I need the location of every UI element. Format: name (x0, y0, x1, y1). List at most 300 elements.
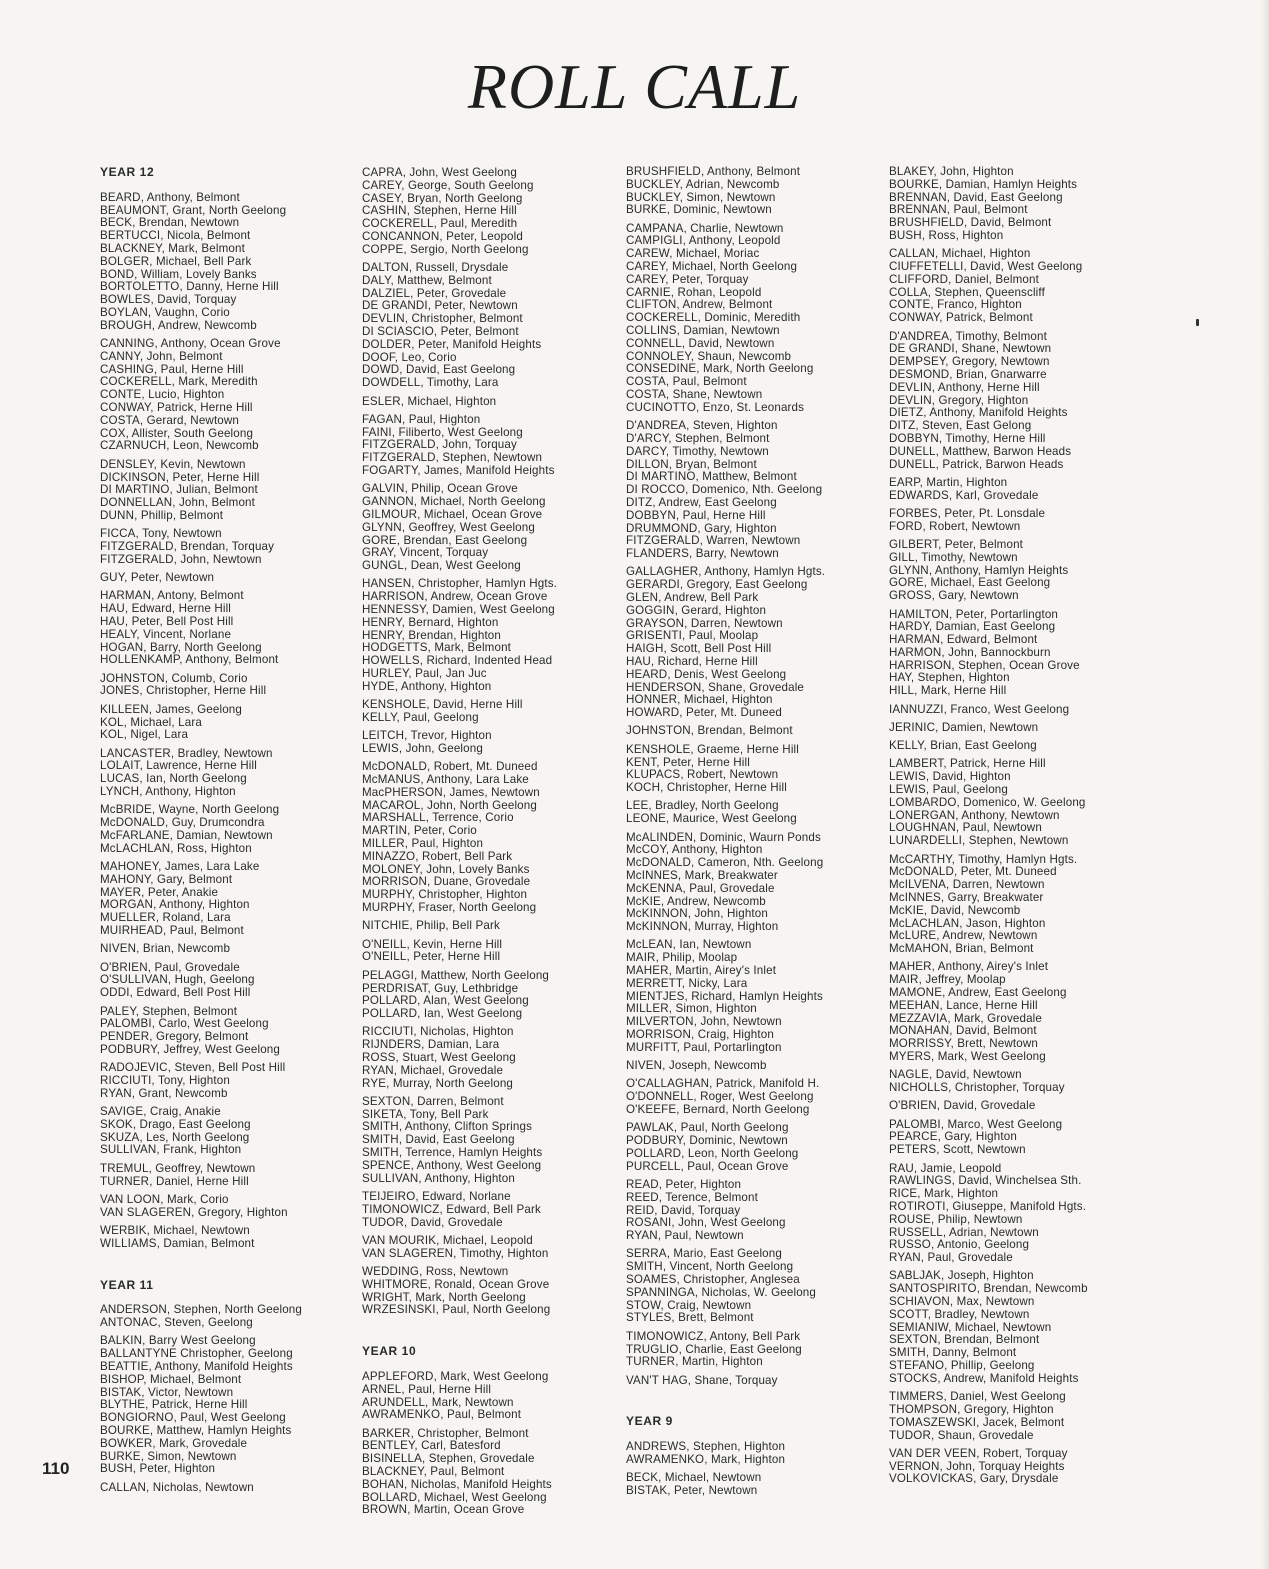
student-entry: DOBBYN, Timothy, Herne Hill (889, 431, 1046, 445)
student-entry: DESMOND, Brian, Gnarwarre (889, 367, 1047, 381)
student-entry: McLACHLAN, Jason, Highton (889, 916, 1046, 930)
student-entry: HOWARD, Peter, Mt. Duneed (626, 706, 783, 720)
student-entry: HENRY, Bernard, Highton (362, 615, 499, 629)
student-entry: RICCIUTI, Tony, Highton (100, 1074, 230, 1087)
student-entry: MACAROL, John, North Geelong (362, 798, 537, 812)
student-entry: BISINELLA, Stephen, Grovedale (362, 1452, 535, 1466)
page-title: ROLL CALL (467, 51, 802, 122)
student-entry: HAU, Edward, Herne Hill (100, 602, 232, 616)
student-entry: DONNELLAN, John, Belmont (100, 496, 256, 510)
student-entry: McDONALD, Robert, Mt. Duneed (362, 760, 538, 774)
student-entry: CASEY, Bryan, North Geelong (362, 191, 523, 205)
student-entry: McILVENA, Darren, Newtown (889, 878, 1045, 892)
student-entry: MURPHY, Fraser, North Geelong (362, 901, 537, 915)
student-entry: TIMONOWICZ, Edward, Bell Park (362, 1202, 541, 1216)
student-entry: DEMPSEY, Gregory, Newtown (889, 355, 1050, 369)
student-entry: RYE, Murray, North Geelong (362, 1076, 514, 1090)
page-edge-shadow (1261, 0, 1269, 1569)
student-entry: POLLARD, Alan, West Geelong (362, 994, 529, 1008)
student-entry: ANDREWS, Stephen, Highton (626, 1440, 786, 1454)
student-entry: LANCASTER, Bradley, Newtown (100, 746, 273, 760)
student-entry: DUNELL, Patrick, Barwon Heads (889, 457, 1064, 471)
student-entry: McINNES, Garry, Breakwater (889, 890, 1044, 904)
student-entry: DITZ, Steven, East Gelong (889, 419, 1032, 433)
student-entry: STOCKS, Andrew, Manifold Heights (889, 1371, 1079, 1385)
student-entry: BLACKNEY, Paul, Belmont (362, 1465, 505, 1479)
student-entry: PODBURY, Jeffrey, West Geelong (100, 1042, 280, 1056)
student-entry: McDONALD, Peter, Mt. Duneed (889, 865, 1057, 879)
student-entry: HOGAN, Barry, North Geelong (100, 640, 262, 654)
student-entry: STEFANO, Phillip, Geelong (889, 1359, 1035, 1373)
student-entry: JERINIC, Damien, Newtown (889, 720, 1039, 734)
student-entry: COCKERELL, Mark, Meredith (100, 375, 258, 389)
student-entry: McDONALD, Guy, Drumcondra (100, 816, 265, 830)
student-entry: O'NEILL, Kevin, Herne Hill (362, 937, 503, 951)
student-entry: BUCKLEY, Simon, Newtown (626, 190, 776, 204)
student-entry: SMITH, Vincent, North Geelong (626, 1260, 794, 1274)
student-entry: STYLES, Brett, Belmont (626, 1311, 754, 1325)
student-entry: EARP, Martin, Highton (889, 475, 1008, 489)
student-entry: DALY, Matthew, Belmont (362, 273, 492, 287)
student-entry: COLLA, Stephen, Queenscliff (889, 285, 1045, 299)
student-entry: TUDOR, Shaun, Grovedale (889, 1428, 1034, 1442)
student-entry: STOW, Craig, Newtown (626, 1298, 752, 1312)
student-entry: IANNUZZI, Franco, West Geelong (889, 702, 1070, 716)
student-entry: D'ANDREA, Timothy, Belmont (889, 329, 1047, 343)
student-entry: GRAYSON, Darren, Newtown (626, 616, 783, 630)
student-entry: COSTA, Gerard, Newtown (100, 413, 240, 427)
student-entry: ROTIROTI, Giuseppe, Manifold Hgts. (889, 1199, 1087, 1213)
student-entry: NICHOLLS, Christopher, Torquay (889, 1081, 1065, 1095)
student-entry: BUCKLEY, Adrian, Newcomb (626, 177, 780, 191)
student-entry: PENDER, Gregory, Belmont (100, 1030, 249, 1044)
student-entry: GRAY, Vincent, Torquay (362, 546, 489, 560)
student-entry: COPPE, Sergio, North Geelong (362, 242, 529, 256)
student-entry: CIUFFETELLI, David, West Geelong (889, 260, 1083, 274)
student-entry: BUSH, Peter, Highton (100, 1462, 216, 1476)
student-entry: CAMPANA, Charlie, Newtown (626, 221, 784, 235)
student-entry: MONAHAN, David, Belmont (889, 1024, 1037, 1038)
student-entry: BRENNAN, Paul, Belmont (889, 203, 1028, 217)
student-entry: GILMOUR, Michael, Ocean Grove (362, 507, 543, 521)
student-entry: ANDERSON, Stephen, North Geelong (100, 1303, 302, 1317)
student-entry: ODDI, Edward, Bell Post Hill (100, 986, 251, 1000)
student-entry: McLACHLAN, Ross, Highton (100, 841, 252, 855)
student-entry: KENT, Peter, Herne Hill (626, 755, 750, 769)
student-entry: McINNES, Mark, Breakwater (626, 868, 778, 882)
student-entry: HAY, Stephen, Highton (889, 671, 1010, 685)
student-entry: CAREY, George, South Geelong (362, 178, 534, 192)
student-entry: READ, Peter, Highton (626, 1177, 742, 1191)
student-entry: DI ROCCO, Domenico, Nth. Geelong (626, 483, 823, 497)
student-entry: HAU, Richard, Herne Hill (626, 654, 758, 668)
student-entry: BARKER, Christopher, Belmont (362, 1426, 529, 1440)
student-entry: MIENTJES, Richard, Hamlyn Heights (626, 989, 823, 1003)
student-entry: DITZ, Andrew, East Geelong (626, 495, 777, 509)
student-entry: CAMPIGLI, Anthony, Leopold (626, 234, 781, 248)
student-entry: LEWIS, Paul, Geelong (889, 783, 1008, 797)
student-entry: SULLIVAN, Frank, Highton (100, 1143, 242, 1157)
student-entry: VOLKOVICKAS, Gary, Drysdale (889, 1472, 1059, 1486)
student-entry: SMITH, Terrence, Hamlyn Heights (362, 1146, 543, 1160)
student-entry: McALINDEN, Dominic, Waurn Ponds (626, 830, 821, 844)
student-entry: DEVLIN, Christopher, Belmont (362, 312, 523, 326)
student-entry: MAHONEY, James, Lara Lake (100, 860, 260, 874)
student-entry: AWRAMENKO, Paul, Belmont (362, 1408, 522, 1422)
student-entry: CASHIN, Stephen, Herne Hill (362, 204, 517, 218)
student-entry: CARNIE, Rohan, Leopold (626, 285, 762, 299)
student-entry: DALZIEL, Peter, Grovedale (362, 286, 507, 300)
student-entry: O'SULLIVAN, Hugh, Geelong (100, 973, 255, 987)
student-entry: LOMBARDO, Domenico, W. Geelong (889, 795, 1086, 809)
student-entry: MORGAN, Anthony, Highton (100, 898, 250, 912)
student-entry: DUNELL, Matthew, Barwon Heads (889, 444, 1072, 458)
student-entry: HARMAN, Antony, Belmont (100, 589, 244, 603)
student-entry: GRISENTI, Paul, Moolap (626, 629, 759, 643)
student-entry: KENSHOLE, David, Herne Hill (362, 698, 523, 712)
student-entry: BENTLEY, Carl, Batesford (362, 1439, 501, 1453)
student-entry: CONCANNON, Peter, Leopold (362, 229, 523, 243)
student-entry: HAU, Peter, Bell Post Hill (100, 615, 234, 628)
student-entry: CONSEDINE, Mark, North Geelong (626, 362, 814, 376)
student-entry: ROUSE, Philip, Newtown (889, 1212, 1023, 1226)
student-entry: FORBES, Peter, Pt. Lonsdale (889, 506, 1046, 520)
student-entry: TOMASZEWSKI, Jacek, Belmont (889, 1415, 1065, 1429)
student-entry: GLEN, Andrew, Bell Park (626, 591, 759, 604)
student-entry: MINAZZO, Robert, Bell Park (362, 849, 513, 863)
student-entry: CONTE, Lucio, Highton (100, 388, 225, 402)
student-entry: MARSHALL, Terrence, Corio (362, 811, 514, 825)
student-entry: BISTAK, Victor, Newtown (100, 1385, 234, 1399)
student-entry: NITCHIE, Philip, Bell Park (362, 919, 500, 933)
student-entry: MORRISON, Duane, Grovedale (362, 875, 531, 889)
student-entry: KOCH, Christopher, Herne Hill (626, 781, 787, 795)
student-entry: SMITH, Anthony, Clifton Springs (362, 1120, 533, 1134)
student-entry: MURFITT, Paul, Portarlington (626, 1040, 782, 1054)
student-entry: ROSS, Stuart, West Geelong (362, 1051, 516, 1064)
student-entry: TURNER, Martin, Highton (626, 1355, 763, 1369)
student-entry: CAREW, Michael, Moriac (626, 247, 760, 261)
student-entry: CALLAN, Nicholas, Newtown (100, 1480, 254, 1494)
student-entry: HARMAN, Edward, Belmont (889, 633, 1038, 647)
student-entry: BEAUMONT, Grant, North Geelong (100, 203, 287, 217)
student-entry: RYAN, Paul, Newtown (626, 1229, 744, 1243)
student-entry: DE GRANDI, Peter, Newtown (362, 299, 518, 313)
student-entry: RIJNDERS, Damian, Lara (362, 1038, 500, 1052)
student-entry: CZARNUCH, Leon, Newcomb (100, 439, 259, 453)
student-entry: LAMBERT, Patrick, Herne Hill (889, 757, 1046, 771)
student-entry: JONES, Christopher, Herne Hill (100, 684, 267, 698)
student-entry: KELLY, Paul, Geelong (362, 710, 479, 724)
student-entry: TEIJEIRO, Edward, Norlane (362, 1189, 511, 1203)
student-entry: BERTUCCI, Nicola, Belmont (100, 229, 251, 243)
student-entry: COX, Allister, South Geelong (100, 426, 254, 440)
student-entry: COCKERELL, Dominic, Meredith (626, 311, 801, 325)
student-entry: MORRISSY, Brett, Newtown (889, 1037, 1038, 1051)
student-entry: COLLINS, Damian, Newtown (626, 324, 780, 338)
student-entry: BECK, Brendan, Newtown (100, 216, 240, 230)
student-entry: SIKETA, Tony, Bell Park (362, 1107, 489, 1121)
student-entry: MacPHERSON, James, Newtown (362, 785, 540, 799)
student-entry: SEMIANIW, Michael, Newtown (889, 1320, 1052, 1334)
student-entry: HOLLENKAMP, Anthony, Belmont (100, 653, 279, 667)
student-entry: SANTOSPIRITO, Brendan, Newcomb (889, 1282, 1088, 1296)
student-entry: O'NEILL, Peter, Herne Hill (362, 950, 501, 964)
student-entry: BOWKER, Mark, Grovedale (100, 1436, 248, 1450)
student-entry: PALOMBI, Carlo, West Geelong (100, 1017, 269, 1031)
student-entry: GROSS, Gary, Newtown (889, 589, 1019, 603)
student-entry: VAN LOON, Mark, Corio (100, 1192, 229, 1206)
student-entry: BOURKE, Damian, Hamlyn Heights (889, 177, 1078, 191)
student-entry: McBRIDE, Wayne, North Geelong (100, 803, 280, 817)
student-entry: SPENCE, Anthony, West Geelong (362, 1158, 542, 1172)
student-entry: CAREY, Michael, North Geelong (626, 260, 798, 274)
student-entry: MERRETT, Nicky, Lara (626, 976, 748, 990)
student-entry: APPLEFORD, Mark, West Geelong (362, 1369, 549, 1383)
student-entry: PETERS, Scott, Newtown (889, 1143, 1026, 1157)
student-entry: HENDERSON, Shane, Grovedale (626, 680, 805, 694)
student-entry: LEWIS, David, Highton (889, 770, 1011, 784)
student-entry: GALLAGHER, Anthony, Hamlyn Hgts. (626, 565, 826, 579)
student-entry: GORE, Michael, East Geelong (889, 576, 1051, 590)
student-entry: MOLONEY, John, Lovely Banks (362, 862, 530, 876)
year-heading: YEAR 12 (100, 165, 155, 179)
student-entry: CANNING, Anthony, Ocean Grove (100, 337, 281, 351)
student-entry: MYERS, Mark, West Geelong (889, 1050, 1046, 1063)
student-entry: FITZGERALD, Stephen, Newtown (362, 451, 543, 465)
student-entry: ESLER, Michael, Highton (362, 394, 497, 408)
student-entry: HENNESSY, Damien, West Geelong (362, 603, 555, 616)
student-entry: TRUGLIO, Charlie, East Geelong (626, 1342, 802, 1356)
student-entry: VAN SLAGEREN, Timothy, Highton (362, 1246, 549, 1260)
student-entry: BEARD, Anthony, Belmont (100, 190, 240, 204)
roll-column-3 (626, 166, 888, 1498)
student-entry: FAGAN, Paul, Highton (362, 412, 481, 426)
student-entry: DE GRANDI, Shane, Newtown (889, 342, 1052, 356)
student-entry: HARDY, Damian, East Geelong (889, 620, 1056, 634)
student-entry: BISHOP, Michael, Belmont (100, 1372, 242, 1386)
student-entry: RADOJEVIC, Steven, Bell Post Hill (100, 1061, 286, 1075)
student-entry: RYAN, Michael, Grovedale (362, 1063, 504, 1077)
student-entry: GILBERT, Peter, Belmont (889, 538, 1024, 552)
student-entry: O'BRIEN, David, Grovedale (889, 1099, 1036, 1113)
student-entry: KENSHOLE, Graeme, Herne Hill (626, 742, 800, 756)
student-entry: DOOF, Leo, Corio (362, 350, 457, 364)
student-entry: CLIFTON, Andrew, Belmont (626, 298, 773, 312)
student-entry: DUNN, Phillip, Belmont (100, 508, 224, 522)
student-entry: DI MARTINO, Matthew, Belmont (626, 470, 797, 484)
student-entry: BORTOLETTO, Danny, Herne Hill (100, 280, 279, 294)
student-entry: HYDE, Anthony, Highton (362, 679, 492, 693)
student-entry: TURNER, Daniel, Herne Hill (100, 1174, 249, 1188)
student-entry: WILLIAMS, Damian, Belmont (100, 1236, 255, 1250)
student-entry: COSTA, Shane, Newtown (626, 388, 763, 402)
student-entry: BLAKEY, John, Highton (889, 165, 1014, 178)
student-entry: GUNGL, Dean, West Geelong (362, 559, 521, 573)
year-heading: YEAR 10 (362, 1344, 417, 1359)
student-entry: PEARCE, Gary, Highton (889, 1130, 1017, 1144)
student-entry: SEXTON, Brendan, Belmont (889, 1333, 1040, 1347)
student-entry: ARUNDELL, Mark, Newtown (362, 1395, 514, 1409)
student-entry: KOL, Michael, Lara (100, 715, 202, 729)
student-entry: DOWDELL, Timothy, Lara (362, 376, 499, 390)
student-entry: MAHER, Martin, Airey's Inlet (626, 964, 777, 978)
student-entry: MARTIN, Peter, Corio (362, 824, 477, 838)
student-entry: DOLDER, Peter, Manifold Heights (362, 337, 542, 351)
student-entry: SKOK, Drago, East Geelong (100, 1117, 251, 1131)
student-entry: BONGIORNO, Paul, West Geelong (100, 1411, 286, 1425)
student-entry: MEZZAVIA, Mark, Grovedale (889, 1011, 1043, 1025)
student-entry: GERARDI, Gregory, East Geelong (626, 578, 808, 592)
student-entry: REID, David, Torquay (626, 1203, 741, 1217)
student-entry: O'CALLAGHAN, Patrick, Manifold H. (626, 1077, 820, 1091)
student-entry: PAWLAK, Paul, North Geelong (626, 1121, 789, 1135)
student-entry: GOGGIN, Gerard, Highton (626, 603, 767, 617)
student-entry: LEITCH, Trevor, Highton (362, 729, 492, 743)
student-entry: BROUGH, Andrew, Newcomb (100, 318, 257, 332)
student-entry: RICE, Mark, Highton (889, 1187, 999, 1201)
student-entry: CONWAY, Patrick, Belmont (889, 311, 1033, 325)
roll-column-2 (362, 167, 624, 1517)
student-entry: CASHING, Paul, Herne Hill (100, 362, 244, 376)
student-entry: McKINNON, Murray, Highton (626, 920, 779, 934)
student-entry: WERBIK, Michael, Newtown (100, 1223, 250, 1237)
student-entry: VAN'T HAG, Shane, Torquay (626, 1373, 778, 1387)
student-entry: GILL, Timothy, Newtown (889, 550, 1018, 564)
student-entry: PALEY, Stephen, Belmont (100, 1004, 238, 1018)
student-entry: CALLAN, Michael, Highton (889, 247, 1031, 261)
student-entry: FITZGERALD, John, Newtown (100, 552, 262, 566)
student-entry: DIETZ, Anthony, Manifold Heights (889, 406, 1068, 420)
student-entry: ROSANI, John, West Geelong (626, 1216, 786, 1230)
student-entry: PURCELL, Paul, Ocean Grove (626, 1159, 789, 1173)
student-entry: McCOY, Anthony, Highton (626, 843, 763, 857)
student-entry: VAN DER VEEN, Robert, Torquay (889, 1446, 1068, 1460)
student-entry: PODBURY, Dominic, Newtown (626, 1134, 788, 1148)
student-entry: DALTON, Russell, Drysdale (362, 261, 509, 275)
student-entry: HODGETTS, Mark, Belmont (362, 641, 512, 655)
student-entry: LYNCH, Anthony, Highton (100, 785, 236, 799)
student-entry: RUSSO, Antonio, Geelong (889, 1238, 1030, 1252)
student-entry: McKENNA, Paul, Grovedale (626, 881, 775, 895)
student-entry: COSTA, Paul, Belmont (626, 375, 747, 389)
student-entry: BRUSHFIELD, Anthony, Belmont (626, 165, 801, 178)
student-entry: SMITH, David, East Geelong (362, 1133, 515, 1147)
student-entry: LEWIS, John, Geelong (362, 741, 483, 755)
student-entry: CONNOLEY, Shaun, Newcomb (626, 349, 792, 363)
student-entry: FORD, Robert, Newtown (889, 519, 1021, 533)
student-entry: SCHIAVON, Max, Newtown (889, 1295, 1035, 1309)
student-entry: LOLAIT, Lawrence, Herne Hill (100, 759, 257, 773)
student-entry: SOAMES, Christopher, Anglesea (626, 1273, 800, 1287)
student-entry: SKUZA, Les, North Geelong (100, 1130, 250, 1144)
student-entry: DEVLIN, Anthony, Herne Hill (889, 380, 1040, 394)
student-entry: HURLEY, Paul, Jan Juc (362, 666, 487, 680)
roll-column-1 (100, 166, 362, 1495)
student-entry: MORRISON, Craig, Highton (626, 1028, 774, 1041)
student-entry: WRIGHT, Mark, North Geelong (362, 1290, 526, 1304)
student-entry: SERRA, Mario, East Geelong (626, 1247, 782, 1261)
student-entry: DI SCIASCIO, Peter, Belmont (362, 325, 519, 339)
student-entry: KILLEEN, James, Geelong (100, 702, 243, 716)
student-entry: MAYER, Peter, Anakie (100, 885, 219, 899)
student-entry: FAINI, Filiberto, West Geelong (362, 425, 523, 439)
student-entry: PERDRISAT, Guy, Lethbridge (362, 981, 519, 995)
student-entry: MAIR, Philip, Moolap (626, 951, 738, 965)
student-entry: CANNY, John, Belmont (100, 349, 223, 363)
student-entry: McLURE, Andrew, Newtown (889, 929, 1038, 943)
student-entry: LEE, Bradley, North Geelong (626, 799, 779, 813)
student-entry: BOURKE, Matthew, Hamlyn Heights (100, 1424, 292, 1438)
student-entry: TIMONOWICZ, Antony, Bell Park (626, 1329, 801, 1343)
student-entry: HARRISON, Stephen, Ocean Grove (889, 658, 1080, 672)
student-entry: MAHONY, Gary, Belmont (100, 872, 233, 886)
student-entry: HENRY, Brendan, Highton (362, 628, 502, 642)
student-entry: MILLER, Paul, Highton (362, 837, 484, 851)
student-entry: BRENNAN, David, East Geelong (889, 190, 1063, 204)
student-entry: BURKE, Dominic, Newtown (626, 203, 772, 217)
student-entry: HEALY, Vincent, Norlane (100, 627, 232, 641)
student-entry: CONTE, Franco, Highton (889, 298, 1022, 312)
student-entry: FITZGERALD, John, Torquay (362, 438, 517, 452)
student-entry: GALVIN, Philip, Ocean Grove (362, 482, 518, 496)
student-entry: O'DONNELL, Roger, West Geelong (626, 1090, 814, 1104)
student-entry: McKIE, Andrew, Newcomb (626, 894, 766, 908)
student-entry: REED, Terence, Belmont (626, 1190, 758, 1204)
student-entry: NAGLE, David, Newtown (889, 1068, 1022, 1082)
student-entry: RICCIUTI, Nicholas, Highton (362, 1025, 514, 1039)
student-entry: MILLER, Simon, Highton (626, 1002, 757, 1016)
student-entry: BOWLES, David, Torquay (100, 293, 237, 307)
student-entry: SABLJAK, Joseph, Highton (889, 1269, 1034, 1283)
student-entry: RAU, Jamie, Leopold (889, 1161, 1002, 1175)
student-entry: MAIR, Jeffrey, Moolap (889, 973, 1006, 987)
student-entry: CUCINOTTO, Enzo, St. Leonards (626, 400, 805, 414)
student-entry: FOGARTY, James, Manifold Heights (362, 464, 555, 478)
student-entry: GLYNN, Anthony, Hamlyn Heights (889, 563, 1069, 577)
student-entry: BOND, William, Lovely Banks (100, 267, 257, 281)
student-entry: BEATTIE, Anthony, Manifold Heights (100, 1360, 293, 1374)
student-entry: BOYLAN, Vaughn, Corio (100, 305, 230, 319)
student-entry: BLYTHE, Patrick, Herne Hill (100, 1398, 248, 1412)
student-entry: SULLIVAN, Anthony, Highton (362, 1171, 515, 1185)
student-entry: WHITMORE, Ronald, Ocean Grove (362, 1277, 550, 1291)
student-entry: GORE, Brendan, East Geelong (362, 533, 528, 547)
page-number: 110 (42, 1459, 70, 1478)
student-entry: BOHAN, Nicholas, Manifold Heights (362, 1477, 552, 1491)
student-entry: O'BRIEN, Paul, Grovedale (100, 960, 240, 974)
student-entry: DICKINSON, Peter, Herne Hill (100, 470, 260, 484)
student-entry: O'KEEFE, Bernard, North Geelong (626, 1102, 810, 1116)
student-entry: PALOMBI, Marco, West Geelong (889, 1117, 1063, 1131)
student-entry: AWRAMENKO, Mark, Highton (626, 1453, 786, 1467)
student-entry: HEARD, Denis, West Geelong (626, 667, 787, 681)
student-entry: KLUPACS, Robert, Newtown (626, 768, 779, 782)
student-entry: ARNEL, Paul, Herne Hill (362, 1382, 492, 1396)
student-entry: LEONE, Maurice, West Geelong (626, 812, 797, 826)
student-entry: CONWAY, Patrick, Herne Hill (100, 401, 253, 415)
student-entry: JOHNSTON, Brendan, Belmont (626, 724, 793, 738)
student-entry: MURPHY, Christopher, Highton (362, 888, 528, 902)
student-entry: McCARTHY, Timothy, Hamlyn Hgts. (889, 852, 1078, 866)
student-entry: HARRISON, Andrew, Ocean Grove (362, 590, 548, 604)
student-entry: MAMONE, Andrew, East Geelong (889, 986, 1067, 1000)
student-entry: BUSH, Ross, Highton (889, 228, 1004, 242)
student-entry: McKINNON, John, Highton (626, 907, 768, 921)
student-entry: HAIGH, Scott, Bell Post Hill (626, 642, 772, 656)
student-entry: COCKERELL, Paul, Meredith (362, 217, 518, 231)
student-entry: D'ARCY, Stephen, Belmont (626, 431, 770, 445)
